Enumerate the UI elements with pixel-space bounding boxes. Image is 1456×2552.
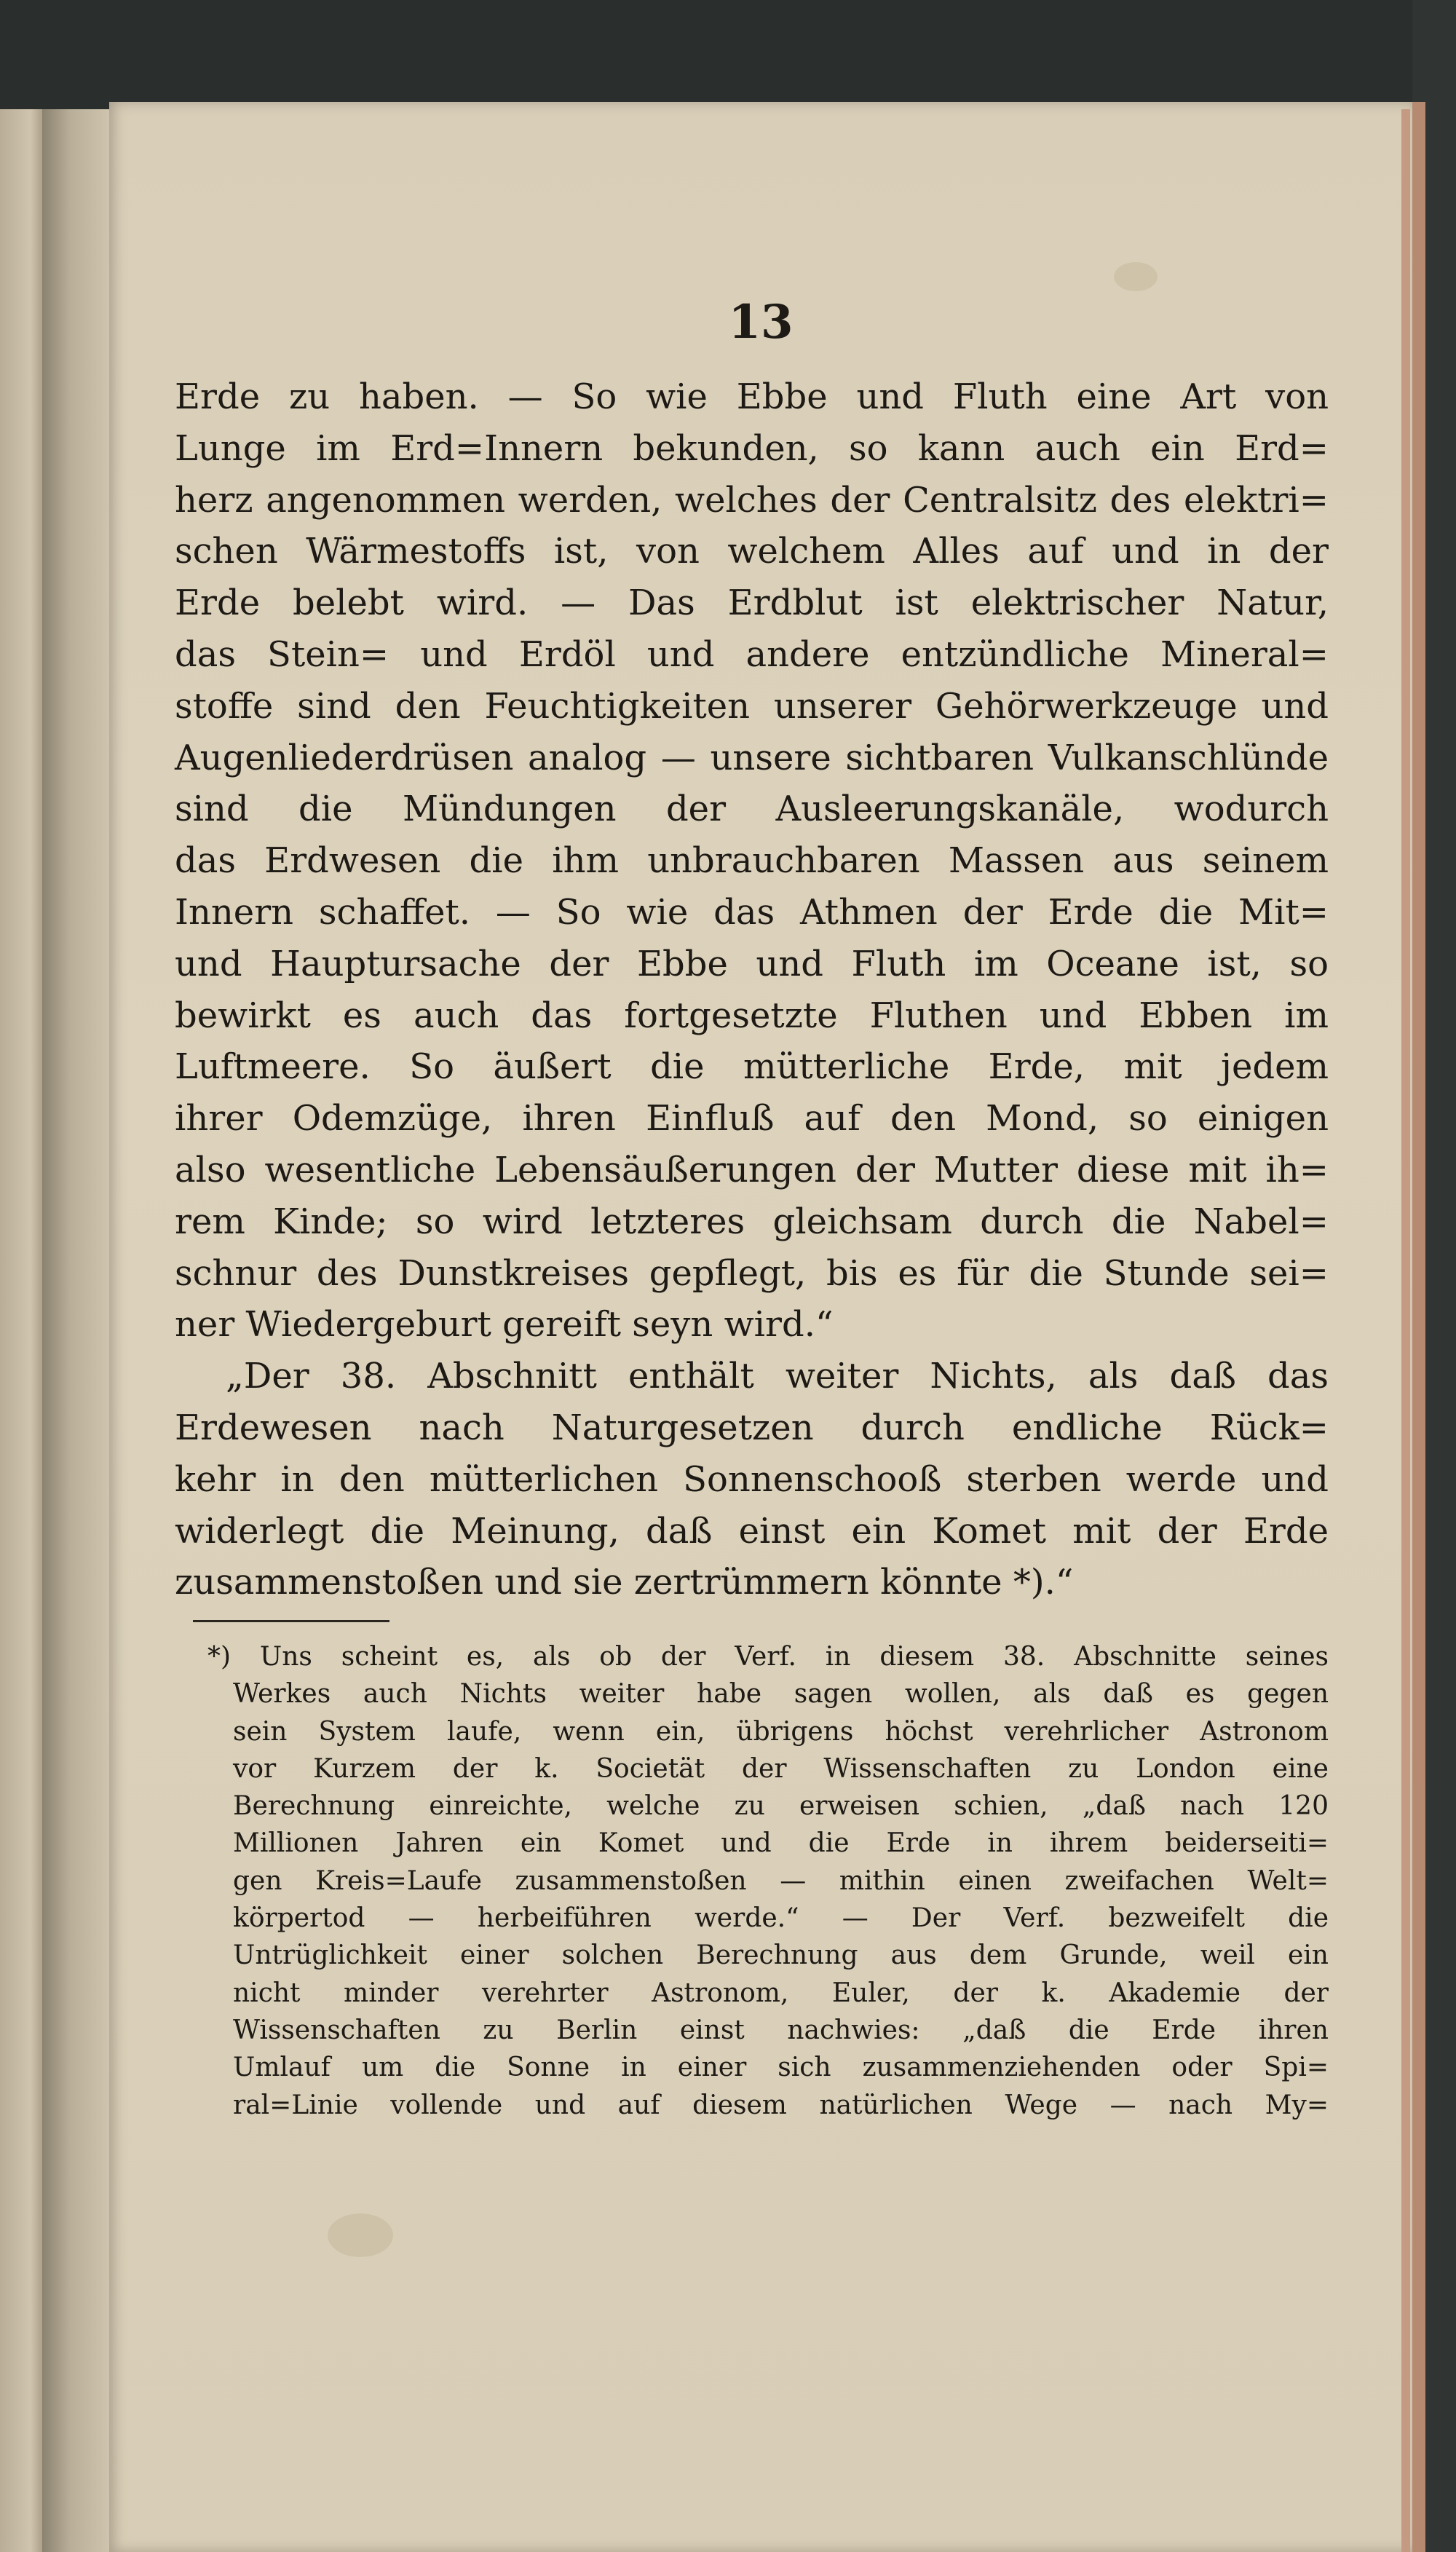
footnote-line: sein System laufe, wenn ein, übrigens höchst verehrlicher Astronom [233, 1716, 1329, 1747]
text-line: schnur des Dunstkreises gepflegt, bis es für die Stunde sei= [175, 1252, 1329, 1294]
page-number: 13 [728, 295, 794, 349]
footnote [207, 1638, 1329, 2124]
text-line: ihrer Odemzüge, ihren Einfluß auf den Mond, so einigen [175, 1098, 1329, 1139]
footnote-line: nicht minder verehrter Astronom, Euler, der k. Akademie der [233, 1978, 1329, 2008]
text-line: und Hauptursache der Ebbe und Fluth im Oceane ist, so [175, 943, 1329, 984]
text-line: Innern schaffet. — So wie das Athmen der Erde die Mit= [175, 891, 1329, 933]
footnote-line: ral=Linie vollende und auf diesem natürlichen Wege — nach My= [233, 2090, 1329, 2120]
text-line: Erde zu haben. — So wie Ebbe und Fluth eine Art von [175, 376, 1329, 417]
text-line: sind die Mündungen der Ausleerungskanäle, wodurch [175, 789, 1329, 830]
paper-stain [328, 2213, 393, 2257]
text-line: Lunge im Erd=Innern bekunden, so kann auch ein Erd= [175, 427, 1329, 469]
text-line: schen Wärmestoffs ist, von welchem Alles auf und in der [175, 531, 1329, 572]
footnote-separator [193, 1620, 389, 1622]
text-line: kehr in den mütterlichen Sonnenschooß sterben werde und [175, 1458, 1329, 1500]
text-line: widerlegt die Meinung, daß einst ein Komet mit der Erde [175, 1510, 1329, 1552]
text-line: bewirkt es auch das fortgesetzte Fluthen und Ebben im [175, 995, 1329, 1036]
footnote-line: Wissenschaften zu Berlin einst nachwies: „daß die Erde ihren [233, 2015, 1329, 2045]
footnote-line: Umlauf um die Sonne in einer sich zusammenziehenden oder Spi= [233, 2053, 1329, 2083]
paper-stain [1114, 262, 1158, 291]
footnote-line: vor Kurzem der k. Societät der Wissenschaften zu London eine [233, 1753, 1329, 1784]
footnote-line: Berechnung einreichte, welche zu erweisen schien, „daß nach 120 [233, 1791, 1329, 1822]
footnote-line: Untrüglichkeit einer solchen Berechnung aus dem Grunde, weil ein [233, 1940, 1329, 1971]
text-line: rem Kinde; so wird letzteres gleichsam durch die Nabel= [175, 1201, 1329, 1242]
text-line: also wesentliche Lebensäußerungen der Mutter diese mit ih= [175, 1149, 1329, 1190]
body-text [175, 371, 1329, 1608]
text-line: das Erdwesen die ihm unbrauchbaren Massen aus seinem [175, 840, 1329, 882]
previous-page-edge [0, 109, 44, 2552]
text-line: Erdewesen nach Naturgesetzen durch endliche Rück= [175, 1407, 1329, 1448]
footnote-line: Werkes auch Nichts weiter habe sagen wollen, als daß es gegen [233, 1679, 1329, 1710]
text-line: „Der 38. Abschnitt enthält weiter Nichts, als daß das [226, 1356, 1329, 1397]
page-edge [1401, 109, 1410, 2552]
text-line: herz angenommen werden, welches der Centralsitz des elektri= [175, 479, 1329, 521]
text-line: Augenliederdrüsen analog — unsere sichtbaren Vulkanschlünde [175, 737, 1329, 778]
dark-background [0, 0, 1456, 109]
text-line: ner Wiedergeburt gereift seyn wird.“ [175, 1304, 834, 1346]
text-line: zusammenstoßen und sie zertrümmern könnte *).“ [175, 1562, 1074, 1603]
text-line: stoffe sind den Feuchtigkeiten unserer Gehörwerkzeuge und [175, 685, 1329, 727]
text-line: das Stein= und Erdöl und andere entzündliche Mineral= [175, 633, 1329, 675]
footnote-line: Millionen Jahren ein Komet und die Erde in ihrem beiderseiti= [233, 1828, 1329, 1859]
text-line: Luftmeere. So äußert die mütterliche Erde, mit jedem [175, 1046, 1329, 1088]
book-page [109, 102, 1425, 2552]
footnote-line: gen Kreis=Laufe zusammenstoßen — mithin einen zweifachen Welt= [233, 1865, 1329, 1896]
footnote-line: körpertod — herbeiführen werde.“ — Der Verf. bezweifelt die [233, 1903, 1329, 1934]
footnote-line: *) Uns scheint es, als ob der Verf. in diesem 38. Abschnitte seines [207, 1642, 1329, 1672]
text-line: Erde belebt wird. — Das Erdblut ist elektrischer Natur, [175, 582, 1329, 624]
